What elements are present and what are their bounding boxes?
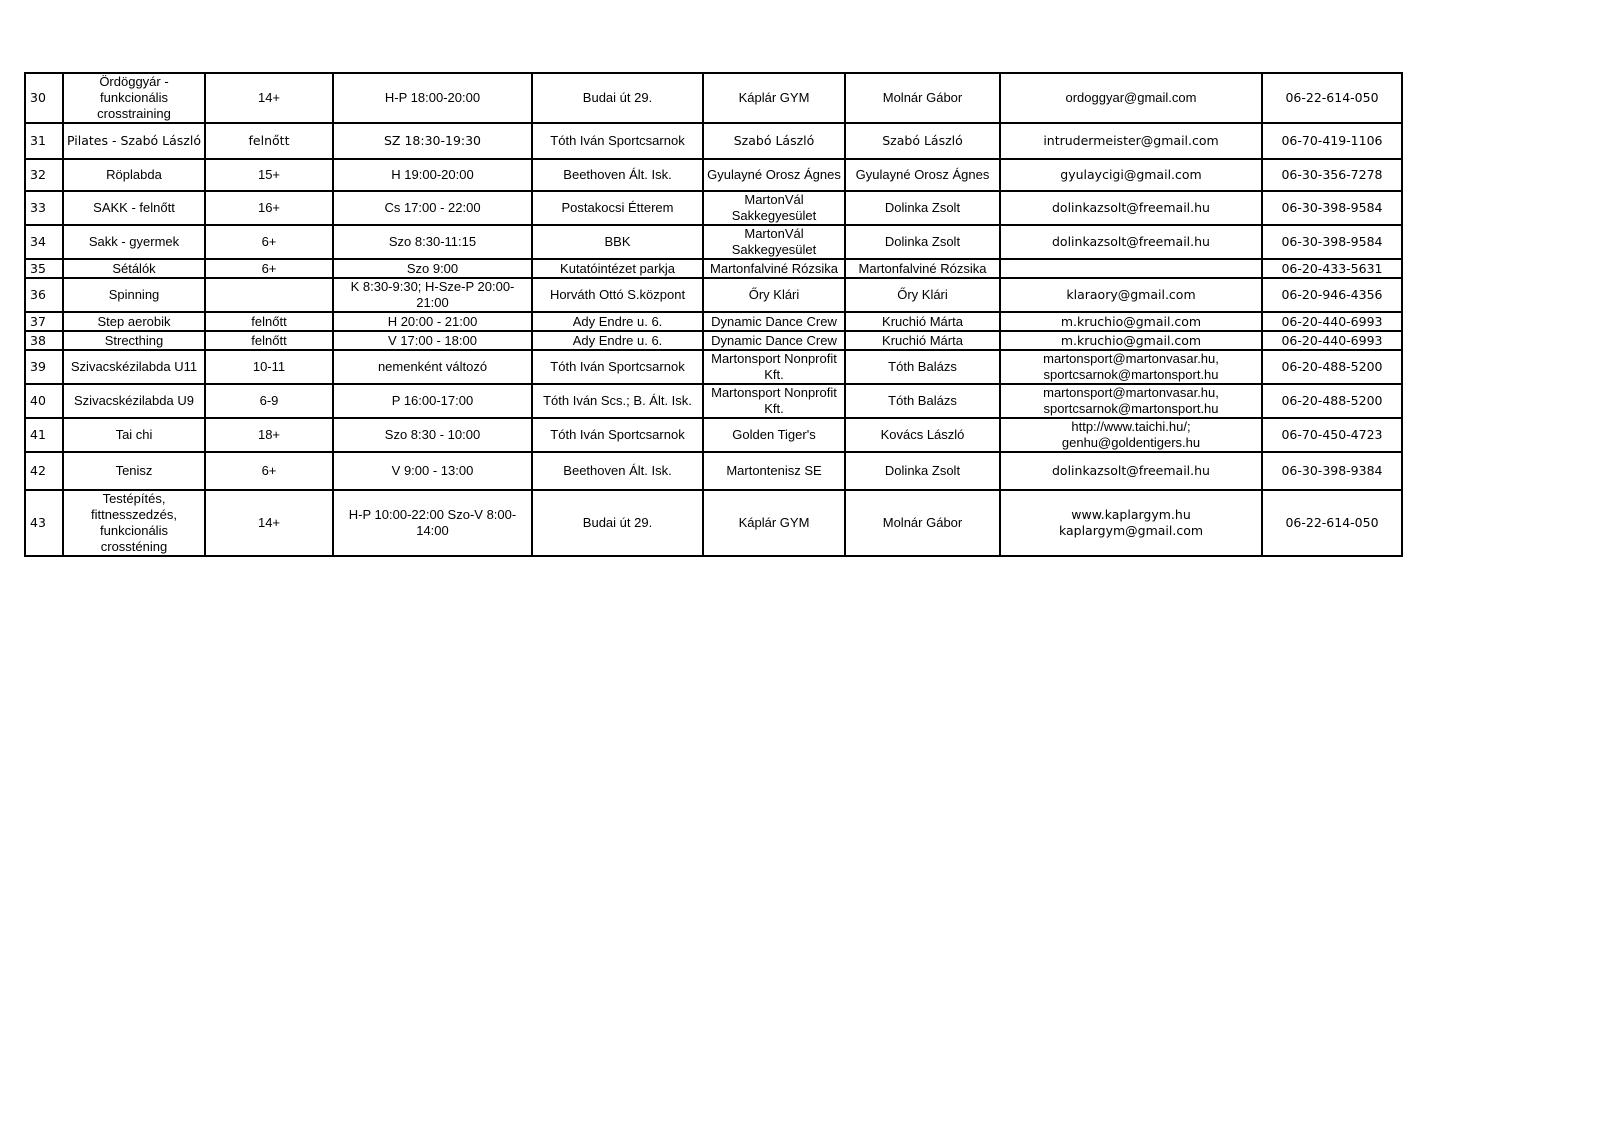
organization-cell: Martontenisz SE xyxy=(703,452,845,490)
organization-cell: Gyulayné Orosz Ágnes xyxy=(703,159,845,191)
activity-name-cell: Szivacskézilabda U11 xyxy=(63,350,205,384)
activity-name-cell: Tenisz xyxy=(63,452,205,490)
row-number-cell: 34 xyxy=(25,225,63,259)
email-cell: martonsport@martonvasar.hu, sportcsarnok@martonsport.hu xyxy=(1000,350,1262,384)
row-number-cell: 30 xyxy=(25,73,63,123)
venue-cell: Tóth Iván Sportcsarnok xyxy=(532,350,703,384)
schedule-cell: Szo 9:00 xyxy=(333,259,532,278)
schedule-cell: V 17:00 - 18:00 xyxy=(333,331,532,350)
email-cell: m.kruchio@gmail.com xyxy=(1000,312,1262,331)
venue-cell: Postakocsi Étterem xyxy=(532,191,703,225)
phone-cell: 06-30-398-9584 xyxy=(1262,225,1402,259)
table-row xyxy=(25,350,1402,384)
email-cell: dolinkazsolt@freemail.hu xyxy=(1000,452,1262,490)
age-group-cell: 6+ xyxy=(205,259,333,278)
schedule-cell: Cs 17:00 - 22:00 xyxy=(333,191,532,225)
email-cell: http://www.taichi.hu/; genhu@goldentigers.hu xyxy=(1000,418,1262,452)
email-cell: www.kaplargym.hu kaplargym@gmail.com xyxy=(1000,490,1262,556)
contact-person-cell: Dolinka Zsolt xyxy=(845,452,1000,490)
contact-person-cell: Dolinka Zsolt xyxy=(845,225,1000,259)
organization-cell: Golden Tiger's xyxy=(703,418,845,452)
activity-name-cell: Röplabda xyxy=(63,159,205,191)
venue-cell: BBK xyxy=(532,225,703,259)
schedule-cell: H 20:00 - 21:00 xyxy=(333,312,532,331)
schedule-cell: Szo 8:30 - 10:00 xyxy=(333,418,532,452)
organization-cell: Szabó László xyxy=(703,123,845,159)
venue-cell: Beethoven Ált. Isk. xyxy=(532,159,703,191)
table-row xyxy=(25,123,1402,159)
row-number-cell: 40 xyxy=(25,384,63,418)
contact-person-cell: Gyulayné Orosz Ágnes xyxy=(845,159,1000,191)
activity-name-cell: Tai chi xyxy=(63,418,205,452)
table-row xyxy=(25,259,1402,278)
contact-person-cell: Dolinka Zsolt xyxy=(845,191,1000,225)
age-group-cell: 6+ xyxy=(205,452,333,490)
venue-cell: Tóth Iván Sportcsarnok xyxy=(532,418,703,452)
venue-cell: Tóth Iván Sportcsarnok xyxy=(532,123,703,159)
phone-cell: 06-20-433-5631 xyxy=(1262,259,1402,278)
phone-cell: 06-30-398-9584 xyxy=(1262,191,1402,225)
venue-cell: Ady Endre u. 6. xyxy=(532,331,703,350)
venue-cell: Beethoven Ált. Isk. xyxy=(532,452,703,490)
schedule-cell: H 19:00-20:00 xyxy=(333,159,532,191)
contact-person-cell: Szabó László xyxy=(845,123,1000,159)
row-number-cell: 42 xyxy=(25,452,63,490)
organization-cell: Dynamic Dance Crew xyxy=(703,312,845,331)
phone-cell: 06-70-450-4723 xyxy=(1262,418,1402,452)
organization-cell: Martonsport Nonprofit Kft. xyxy=(703,350,845,384)
email-cell: dolinkazsolt@freemail.hu xyxy=(1000,191,1262,225)
schedule-cell: Szo 8:30-11:15 xyxy=(333,225,532,259)
phone-cell: 06-22-614-050 xyxy=(1262,73,1402,123)
age-group-cell: felnőtt xyxy=(205,312,333,331)
contact-person-cell: Tóth Balázs xyxy=(845,384,1000,418)
age-group-cell: 10-11 xyxy=(205,350,333,384)
contact-person-cell: Kruchió Márta xyxy=(845,331,1000,350)
table-body xyxy=(25,73,1402,556)
organization-cell: Káplár GYM xyxy=(703,73,845,123)
age-group-cell: 16+ xyxy=(205,191,333,225)
table-row xyxy=(25,278,1402,312)
venue-cell: Kutatóintézet parkja xyxy=(532,259,703,278)
phone-cell: 06-20-946-4356 xyxy=(1262,278,1402,312)
contact-person-cell: Őry Klári xyxy=(845,278,1000,312)
row-number-cell: 41 xyxy=(25,418,63,452)
schedule-cell: P 16:00-17:00 xyxy=(333,384,532,418)
organization-cell: Martonsport Nonprofit Kft. xyxy=(703,384,845,418)
activity-name-cell: Sétálók xyxy=(63,259,205,278)
organization-cell: MartonVál Sakkegyesület xyxy=(703,191,845,225)
schedule-cell: H-P 10:00-22:00 Szo-V 8:00- 14:00 xyxy=(333,490,532,556)
activity-name-cell: Ördöggyár - funkcionális crosstraining xyxy=(63,73,205,123)
row-number-cell: 35 xyxy=(25,259,63,278)
activity-name-cell: Step aerobik xyxy=(63,312,205,331)
phone-cell: 06-30-398-9384 xyxy=(1262,452,1402,490)
table-row xyxy=(25,225,1402,259)
venue-cell: Horváth Ottó S.központ xyxy=(532,278,703,312)
age-group-cell: felnőtt xyxy=(205,123,333,159)
venue-cell: Ady Endre u. 6. xyxy=(532,312,703,331)
venue-cell: Budai út 29. xyxy=(532,490,703,556)
contact-person-cell: Tóth Balázs xyxy=(845,350,1000,384)
row-number-cell: 43 xyxy=(25,490,63,556)
phone-cell: 06-20-440-6993 xyxy=(1262,312,1402,331)
age-group-cell: 6-9 xyxy=(205,384,333,418)
activities-table xyxy=(24,72,1403,557)
organization-cell: Káplár GYM xyxy=(703,490,845,556)
contact-person-cell: Molnár Gábor xyxy=(845,73,1000,123)
email-cell: martonsport@martonvasar.hu, sportcsarnok@martonsport.hu xyxy=(1000,384,1262,418)
venue-cell: Budai út 29. xyxy=(532,73,703,123)
activity-name-cell: Spinning xyxy=(63,278,205,312)
phone-cell: 06-20-488-5200 xyxy=(1262,350,1402,384)
row-number-cell: 32 xyxy=(25,159,63,191)
phone-cell: 06-22-614-050 xyxy=(1262,490,1402,556)
table-row xyxy=(25,191,1402,225)
phone-cell: 06-70-419-1106 xyxy=(1262,123,1402,159)
row-number-cell: 39 xyxy=(25,350,63,384)
age-group-cell: 15+ xyxy=(205,159,333,191)
venue-cell: Tóth Iván Scs.; B. Ált. Isk. xyxy=(532,384,703,418)
row-number-cell: 37 xyxy=(25,312,63,331)
age-group-cell xyxy=(205,278,333,312)
email-cell: intrudermeister@gmail.com xyxy=(1000,123,1262,159)
contact-person-cell: Molnár Gábor xyxy=(845,490,1000,556)
organization-cell: Dynamic Dance Crew xyxy=(703,331,845,350)
row-number-cell: 38 xyxy=(25,331,63,350)
table-row xyxy=(25,418,1402,452)
phone-cell: 06-30-356-7278 xyxy=(1262,159,1402,191)
schedule-cell: SZ 18:30-19:30 xyxy=(333,123,532,159)
age-group-cell: felnőtt xyxy=(205,331,333,350)
table-row xyxy=(25,312,1402,331)
email-cell: dolinkazsolt@freemail.hu xyxy=(1000,225,1262,259)
email-cell: gyulaycigi@gmail.com xyxy=(1000,159,1262,191)
contact-person-cell: Martonfalviné Rózsika xyxy=(845,259,1000,278)
schedule-cell: K 8:30-9:30; H-Sze-P 20:00- 21:00 xyxy=(333,278,532,312)
age-group-cell: 18+ xyxy=(205,418,333,452)
email-cell: m.kruchio@gmail.com xyxy=(1000,331,1262,350)
contact-person-cell: Kovács László xyxy=(845,418,1000,452)
row-number-cell: 36 xyxy=(25,278,63,312)
activity-name-cell: Pilates - Szabó László xyxy=(63,123,205,159)
table-row xyxy=(25,73,1402,123)
activity-name-cell: Testépítés, fittnesszedzés, funkcionális crossténing xyxy=(63,490,205,556)
phone-cell: 06-20-488-5200 xyxy=(1262,384,1402,418)
activity-name-cell: Sakk - gyermek xyxy=(63,225,205,259)
organization-cell: Martonfalviné Rózsika xyxy=(703,259,845,278)
contact-person-cell: Kruchió Márta xyxy=(845,312,1000,331)
row-number-cell: 31 xyxy=(25,123,63,159)
email-cell: ordoggyar@gmail.com xyxy=(1000,73,1262,123)
schedule-cell: H-P 18:00-20:00 xyxy=(333,73,532,123)
activity-name-cell: Szivacskézilabda U9 xyxy=(63,384,205,418)
organization-cell: MartonVál Sakkegyesület xyxy=(703,225,845,259)
age-group-cell: 6+ xyxy=(205,225,333,259)
schedule-cell: V 9:00 - 13:00 xyxy=(333,452,532,490)
schedule-cell: nemenként változó xyxy=(333,350,532,384)
table-row xyxy=(25,490,1402,556)
age-group-cell: 14+ xyxy=(205,490,333,556)
email-cell: klaraory@gmail.com xyxy=(1000,278,1262,312)
organization-cell: Őry Klári xyxy=(703,278,845,312)
activity-name-cell: SAKK - felnőtt xyxy=(63,191,205,225)
row-number-cell: 33 xyxy=(25,191,63,225)
phone-cell: 06-20-440-6993 xyxy=(1262,331,1402,350)
table-row xyxy=(25,159,1402,191)
table-row xyxy=(25,331,1402,350)
table-row xyxy=(25,384,1402,418)
email-cell xyxy=(1000,259,1262,278)
table-row xyxy=(25,452,1402,490)
age-group-cell: 14+ xyxy=(205,73,333,123)
activity-name-cell: Strecthing xyxy=(63,331,205,350)
